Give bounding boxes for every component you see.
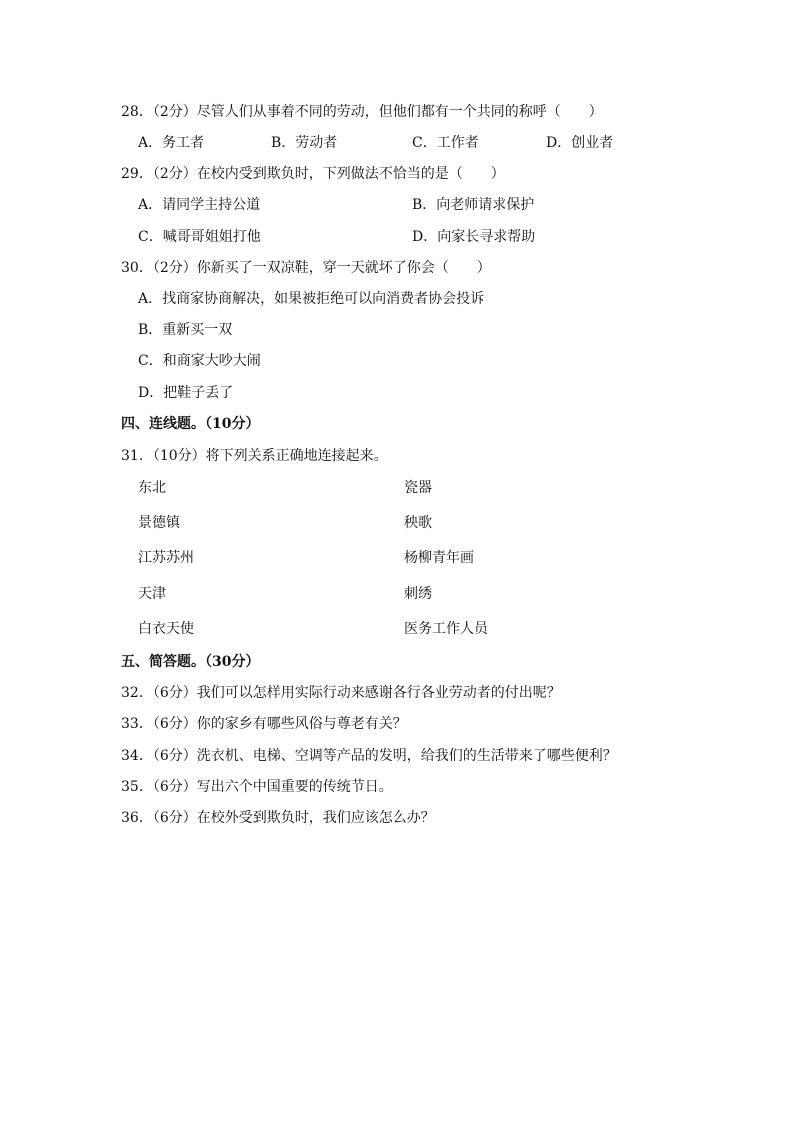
match-right-item: 秧歌 (404, 515, 432, 531)
question-28-stem: 28．（2分）尽管人们从事着不同的劳动，但他们都有一个共同的称呼（ ） (121, 104, 603, 120)
match-right-item: 医务工作人员 (404, 621, 488, 637)
match-left-item: 江苏苏州 (138, 550, 194, 566)
section-5-heading: 五、简答题。（30分） (121, 654, 260, 670)
question-30-option-b: B．重新买一双 (138, 322, 233, 338)
question-29-option-a: A．请同学主持公道 (138, 197, 261, 213)
question-28-option-d: D．创业者 (546, 135, 614, 151)
question-30-option-a: A．找商家协商解决，如果被拒绝可以向消费者协会投诉 (138, 291, 485, 307)
question-34: 34．（6分）洗衣机、电梯、空调等产品的发明，给我们的生活带来了哪些便利？ (121, 748, 617, 764)
question-29-option-b: B．向老师请求保护 (412, 197, 535, 213)
match-right-item: 瓷器 (404, 480, 432, 496)
match-right-item: 杨柳青年画 (404, 550, 474, 566)
match-right-item: 刺绣 (404, 586, 432, 602)
question-32: 32．（6分）我们可以怎样用实际行动来感谢各行各业劳动者的付出呢？ (121, 685, 561, 701)
question-30-option-c: C．和商家大吵大闹 (138, 353, 261, 369)
question-36: 36．（6分）在校外受到欺负时，我们应该怎么办？ (121, 810, 435, 826)
question-28-option-b: B．劳动者 (271, 135, 338, 151)
question-30-option-d: D．把鞋子丢了 (138, 385, 234, 401)
question-29-stem: 29．（2分）在校内受到欺负时，下列做法不恰当的是（ ） (121, 166, 505, 182)
question-33: 33．（6分）你的家乡有哪些风俗与尊老有关？ (121, 716, 407, 732)
question-35: 35．（6分）写出六个中国重要的传统节日。 (121, 779, 393, 795)
question-31-stem: 31．（10分）将下列关系正确地连接起来。 (121, 448, 388, 464)
section-4-heading: 四、连线题。（10分） (121, 416, 260, 432)
question-28-option-a: A．务工者 (138, 135, 205, 151)
match-left-item: 景德镇 (138, 515, 180, 531)
match-left-item: 白衣天使 (138, 621, 194, 637)
match-left-item: 东北 (138, 480, 166, 496)
question-29-option-d: D．向家长寻求帮助 (412, 229, 536, 245)
question-29-option-c: C．喊哥哥姐姐打他 (138, 229, 261, 245)
question-30-stem: 30．（2分）你新买了一双凉鞋，穿一天就坏了你会（ ） (121, 260, 491, 276)
match-left-item: 天津 (138, 586, 166, 602)
question-28-option-c: C．工作者 (412, 135, 479, 151)
